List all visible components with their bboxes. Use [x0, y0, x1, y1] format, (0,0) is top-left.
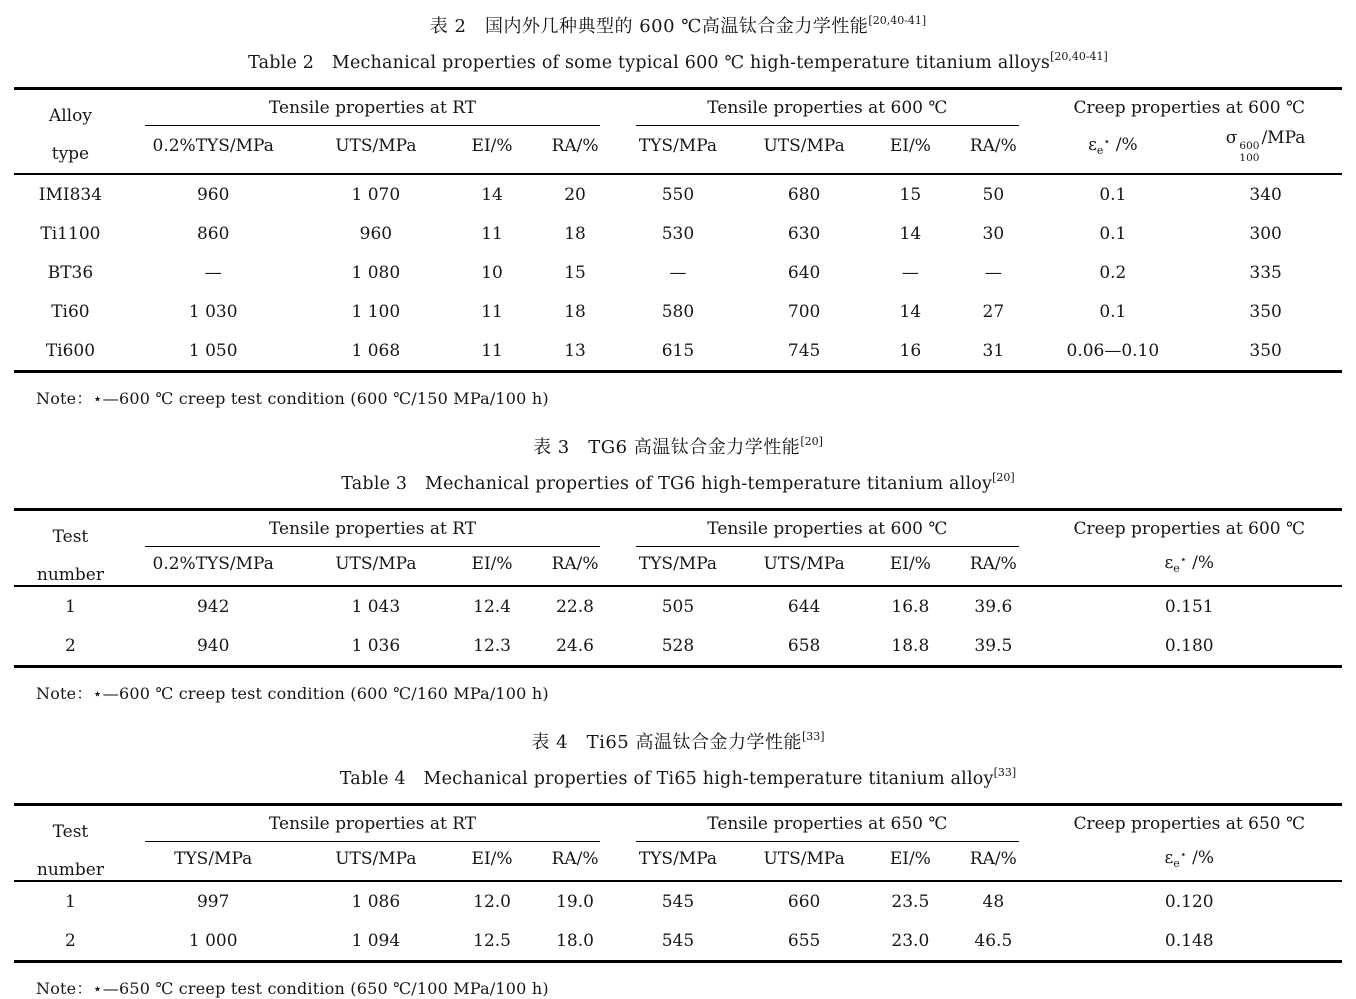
col-ht-uts: UTS/MPa — [763, 553, 845, 574]
stub-line2: type — [51, 144, 90, 164]
data-cell: — — [901, 263, 919, 284]
col-ht-ra: RA/% — [969, 553, 1017, 574]
table3-header — [14, 510, 1342, 587]
data-cell: 658 — [787, 636, 821, 657]
row-label-cell: IMI834 — [38, 185, 103, 206]
table3-title-en-text: Table 3 Mechanical properties of TG6 high-temperature titanium alloy — [341, 474, 993, 495]
stub-line1: Test — [52, 822, 89, 843]
table3-group-rt: Tensile properties at RT — [127, 510, 618, 550]
data-cell: 335 — [1249, 263, 1282, 284]
data-cell: 31 — [982, 341, 1005, 362]
table3-title-en-ref: [20] — [992, 471, 1015, 485]
data-cell: 545 — [661, 892, 695, 913]
data-cell: 660 — [787, 892, 821, 913]
data-cell: 18 — [564, 302, 586, 323]
data-cell: 18.8 — [891, 636, 930, 657]
stub-line2: number — [36, 860, 104, 881]
data-cell: 11 — [481, 302, 503, 323]
data-cell: 0.2 — [1099, 263, 1127, 284]
data-cell: 530 — [661, 224, 695, 245]
data-cell: 640 — [787, 263, 821, 284]
data-cell: 655 — [787, 931, 821, 952]
table4-title-en-ref: [33] — [993, 766, 1017, 780]
data-cell: 15 — [899, 185, 922, 206]
data-cell: 860 — [196, 224, 230, 245]
table4-stub-header — [14, 805, 127, 882]
col-rt-uts: UTS/MPa — [335, 553, 417, 574]
data-cell: 0.180 — [1164, 636, 1214, 657]
col-creep-epsilon: $\varepsilon_e^⋆$ /% — [1164, 552, 1214, 575]
row-label-cell: 1 — [65, 892, 76, 913]
col-creep-epsilon: $\varepsilon_e^⋆$ /% — [1088, 135, 1138, 158]
table2-group-600: Tensile properties at 600 ℃ — [618, 89, 1036, 127]
data-cell: 300 — [1249, 224, 1282, 245]
col-rt-el: EI/% — [471, 848, 513, 869]
data-cell: 10 — [481, 263, 503, 284]
data-cell: 680 — [787, 185, 821, 206]
col-ht-uts: UTS/MPa — [763, 848, 845, 869]
table4-title-en-text: Table 4 Mechanical properties of Ti65 high-temperature titanium alloy — [339, 769, 994, 790]
row-label-cell: Ti600 — [45, 341, 96, 362]
data-cell: 12.4 — [473, 597, 511, 618]
table2-header — [14, 89, 1342, 175]
col-ht-ra: RA/% — [969, 848, 1017, 869]
table2-title-zh-ref: [20,40-41] — [868, 14, 927, 27]
col-ht-tys: TYS/MPa — [638, 848, 718, 869]
data-cell: 745 — [787, 341, 821, 362]
table4-title-zh-ref: [33] — [801, 730, 825, 744]
data-cell: 39.6 — [974, 597, 1013, 618]
table3-section — [14, 433, 1342, 704]
table4-group-creep: Creep properties at 650 ℃ — [1073, 814, 1306, 835]
table2-body — [14, 174, 1342, 372]
col-rt-el: EI/% — [471, 136, 513, 157]
data-cell: 630 — [787, 224, 821, 245]
data-cell: — — [204, 263, 222, 284]
data-cell: 1 068 — [351, 341, 401, 362]
table-row — [14, 174, 1342, 214]
data-cell: 19.0 — [556, 892, 594, 913]
table-row — [14, 214, 1342, 253]
table3-title-zh — [14, 433, 1342, 459]
col-ht-el: EI/% — [889, 136, 931, 157]
table4-title-zh-text: 表 4 Ti65 高温钛合金力学性能 — [531, 732, 802, 754]
col-ht-uts: UTS/MPa — [763, 136, 845, 157]
data-cell: 960 — [196, 185, 230, 206]
table3-stub-header — [14, 510, 127, 587]
table4-header — [14, 805, 1342, 882]
table3-title-zh-ref: [20] — [800, 435, 823, 449]
data-cell: 1 094 — [351, 931, 401, 952]
table4-title-zh — [14, 728, 1342, 754]
table2-stub-header — [14, 89, 127, 175]
stub-line1: Alloy — [48, 106, 92, 126]
table2 — [14, 87, 1342, 373]
table3-title-zh-text: 表 3 TG6 高温钛合金力学性能 — [533, 437, 801, 459]
data-cell: 350 — [1249, 302, 1282, 323]
col-ht-el: EI/% — [889, 553, 931, 574]
data-cell: 1 030 — [188, 302, 238, 323]
data-cell: 22.8 — [556, 597, 594, 618]
data-cell: 1 050 — [188, 341, 238, 362]
data-cell: 0.1 — [1099, 224, 1127, 245]
data-cell: 30 — [982, 224, 1005, 245]
table4-group-650: Tensile properties at 650 ℃ — [618, 805, 1036, 845]
data-cell: 48 — [982, 892, 1005, 913]
table2-title-en-ref: [20,40-41] — [1050, 50, 1108, 63]
data-cell: 997 — [196, 892, 230, 913]
col-ht-ra: RA/% — [969, 136, 1017, 157]
data-cell: 27 — [982, 302, 1005, 323]
data-cell: 0.151 — [1164, 597, 1214, 618]
table4-section — [14, 728, 1342, 999]
col-rt-ra: RA/% — [551, 553, 599, 574]
data-cell: 580 — [661, 302, 695, 323]
table-row — [14, 881, 1342, 921]
data-cell: 14 — [481, 185, 503, 206]
data-cell: 940 — [196, 636, 230, 657]
table-row — [14, 626, 1342, 667]
col-creep-epsilon: $\varepsilon_e^⋆$ /% — [1164, 847, 1214, 870]
data-cell: 545 — [661, 931, 695, 952]
table3-body — [14, 586, 1342, 667]
stub-line2: number — [36, 565, 104, 586]
data-cell: 0.1 — [1099, 185, 1127, 206]
table2-title-en-text: Table 2 Mechanical properties of some typical 600 ℃ high-temperature titanium alloys — [248, 53, 1051, 73]
table-row — [14, 586, 1342, 626]
col-rt-ra: RA/% — [551, 848, 599, 869]
row-label-cell: 1 — [65, 597, 76, 618]
col-rt-uts: UTS/MPa — [335, 848, 417, 869]
data-cell: 1 080 — [351, 263, 401, 284]
table-row — [14, 921, 1342, 962]
col-ht-tys: TYS/MPa — [638, 136, 718, 157]
table-row — [14, 331, 1342, 372]
data-cell: 615 — [661, 341, 695, 362]
data-cell: 1 100 — [351, 302, 401, 323]
data-cell: 0.06—0.10 — [1066, 341, 1160, 362]
row-label-cell: 2 — [65, 931, 76, 952]
data-cell: 340 — [1249, 185, 1282, 206]
row-label-cell: Ti60 — [51, 302, 90, 323]
table3-title-en — [14, 470, 1342, 495]
data-cell: 0.1 — [1099, 302, 1127, 323]
table3 — [14, 508, 1342, 668]
table2-section — [14, 12, 1342, 409]
col-ht-el: EI/% — [889, 848, 931, 869]
table2-group-rt: Tensile properties at RT — [127, 89, 618, 127]
col-creep-sigma: σ 600 100 /MPa — [1225, 128, 1306, 165]
data-cell: — — [669, 263, 687, 284]
table2-note: Note：⋆—600 ℃ creep test condition (600 ℃/150 MPa/100 h) — [36, 389, 549, 409]
col-rt-el: EI/% — [471, 553, 513, 574]
data-cell: 1 086 — [351, 892, 401, 913]
data-cell: 46.5 — [974, 931, 1013, 952]
table4-note: Note：⋆—650 ℃ creep test condition (650 ℃/100 MPa/100 h) — [36, 979, 549, 999]
data-cell: 942 — [196, 597, 230, 618]
data-cell: 11 — [481, 341, 503, 362]
data-cell: 528 — [661, 636, 695, 657]
table2-title-zh — [14, 12, 1342, 38]
data-cell: 23.0 — [891, 931, 930, 952]
table2-title-zh-text: 表 2 国内外几种典型的 600 ℃高温钛合金力学性能 — [429, 16, 869, 37]
row-label-cell: 2 — [65, 636, 76, 657]
data-cell: 1 070 — [351, 185, 401, 206]
col-rt-ra: RA/% — [551, 136, 599, 157]
col-ht-tys: TYS/MPa — [638, 553, 718, 574]
row-label-cell: Ti1100 — [40, 224, 101, 245]
data-cell: 12.0 — [473, 892, 511, 913]
data-cell: 1 000 — [188, 931, 238, 952]
data-cell: 1 036 — [351, 636, 401, 657]
data-cell: 15 — [564, 263, 586, 284]
table4-title-en — [14, 765, 1342, 790]
table3-note: Note：⋆—600 ℃ creep test condition (600 ℃/160 MPa/100 h) — [36, 684, 549, 704]
data-cell: 644 — [787, 597, 821, 618]
data-cell: 960 — [359, 224, 393, 245]
table2-group-creep: Creep properties at 600 ℃ — [1073, 98, 1306, 118]
data-cell: 12.3 — [473, 636, 511, 657]
data-cell: 39.5 — [974, 636, 1013, 657]
data-cell: 16.8 — [891, 597, 930, 618]
data-cell: 23.5 — [891, 892, 930, 913]
stub-line1: Test — [52, 527, 89, 548]
table3-group-creep: Creep properties at 600 ℃ — [1073, 519, 1306, 540]
data-cell: 18.0 — [556, 931, 594, 952]
data-cell: 24.6 — [556, 636, 594, 657]
data-cell: 1 043 — [351, 597, 401, 618]
data-cell: 550 — [661, 185, 695, 206]
row-label-cell: BT36 — [47, 263, 94, 284]
data-cell: 11 — [481, 224, 503, 245]
data-cell: 20 — [564, 185, 586, 206]
data-cell: 12.5 — [473, 931, 511, 952]
data-cell: 14 — [899, 302, 922, 323]
col-rt-tys: TYS/MPa — [174, 848, 253, 869]
data-cell: 505 — [661, 597, 695, 618]
data-cell: 14 — [899, 224, 922, 245]
data-cell: 0.148 — [1164, 931, 1214, 952]
data-cell: 0.120 — [1164, 892, 1214, 913]
data-cell: — — [984, 263, 1002, 284]
data-cell: 50 — [982, 185, 1005, 206]
table2-title-en — [14, 49, 1342, 74]
data-cell: 350 — [1249, 341, 1282, 362]
table-row — [14, 292, 1342, 331]
table4-body — [14, 881, 1342, 962]
table4 — [14, 803, 1342, 963]
col-rt-tys: 0.2%TYS/MPa — [152, 553, 274, 574]
data-cell: 16 — [899, 341, 922, 362]
data-cell: 700 — [787, 302, 821, 323]
data-cell: 18 — [564, 224, 586, 245]
table4-group-rt: Tensile properties at RT — [127, 805, 618, 845]
col-rt-tys: 0.2%TYS/MPa — [152, 136, 274, 157]
table-row — [14, 253, 1342, 292]
table3-group-600: Tensile properties at 600 ℃ — [618, 510, 1036, 550]
data-cell: 13 — [564, 341, 586, 362]
col-rt-uts: UTS/MPa — [335, 136, 417, 157]
